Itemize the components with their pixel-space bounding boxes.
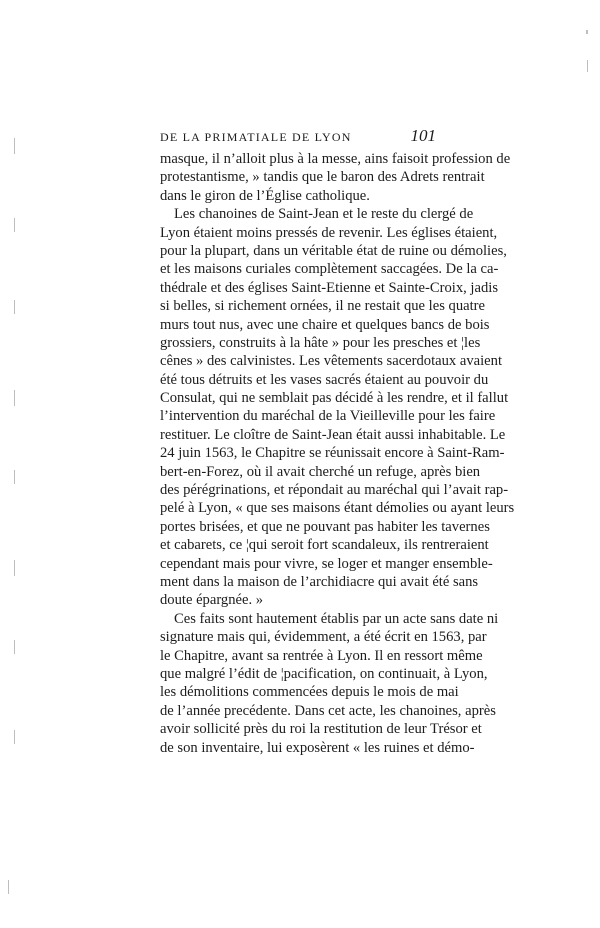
text-line: et cabarets, ce ¦qui seroit fort scandaleux, ils rentreraient <box>160 537 489 554</box>
scan-mark <box>14 138 15 154</box>
text-line: doute épargnée. » <box>160 592 264 609</box>
text-line: été tous détruits et les vases sacrés étaient au pouvoir du <box>160 371 489 388</box>
text-line: cependant mais pour vivre, se loger et manger ensemble- <box>160 555 493 572</box>
scan-mark <box>14 300 15 314</box>
scan-mark <box>14 560 15 576</box>
text-line: dans le giron de l’Église catholique. <box>160 187 370 204</box>
text-line: murs tout nus, avec une chaire et quelques bancs de bois <box>160 316 490 333</box>
text-line: thédrale et des églises Saint-Etienne et Sainte-Croix, jadis <box>160 279 498 296</box>
text-line: Ces faits sont hautement établis par un acte sans date ni <box>174 610 499 627</box>
text-line: si belles, si richement ornées, il ne restait que les quatre <box>160 298 486 315</box>
text-line: et les maisons curiales complètement saccagées. De la ca- <box>160 261 499 278</box>
text-line: ment dans la maison de l’archidiacre qui avait été sans <box>160 573 479 590</box>
scan-mark <box>587 60 588 72</box>
text-line: grossiers, construits à la hâte » pour les presches et ¦les <box>160 334 481 351</box>
scan-mark <box>14 390 15 406</box>
text-line: l’intervention du maréchal de la Vieilleville pour les faire <box>160 408 496 425</box>
text-line: des pérégrinations, et répondait au maréchal qui l’avait rap- <box>160 482 509 499</box>
text-line: 24 juin 1563, le Chapitre se réunissait encore à Saint-Ram- <box>160 445 505 462</box>
text-line: protestantisme, » tandis que le baron des Adrets rentrait <box>160 169 485 186</box>
page-number: 101 <box>410 126 436 145</box>
text-line: de l’année precédente. Dans cet acte, les chanoines, après <box>160 702 496 719</box>
text-line: cênes » des calvinistes. Les vêtements sacerdotaux avaient <box>160 353 503 370</box>
text-line: restituer. Le cloître de Saint-Jean était aussi inhabitable. Le <box>160 426 506 443</box>
text-line: Lyon étaient moins pressés de revenir. Les églises étaient, <box>160 224 498 241</box>
text-line: masque, il n’alloit plus à la messe, ains faisoit profession de <box>160 151 511 167</box>
text-line: que malgré l’édit de ¦pacification, on continuait, à Lyon, <box>160 665 488 682</box>
scan-mark <box>8 880 9 894</box>
text-line: signature mais qui, évidemment, a été écrit en 1563, par <box>160 629 487 646</box>
scan-mark <box>586 30 588 34</box>
text-line: pelé à Lyon, « que ses maisons étant démolies ou ayant leurs <box>160 500 515 517</box>
text-line: pour la plupart, dans un véritable état de ruine ou démolies, <box>160 242 507 259</box>
text-line: de son inventaire, lui exposèrent « les ruines et démo- <box>160 739 475 756</box>
text-line: Consulat, qui ne semblait pas décidé à les rendre, et il fallut <box>160 390 509 407</box>
scan-mark <box>14 640 15 654</box>
text-line: le Chapitre, avant sa rentrée à Lyon. Il en ressort même <box>160 647 483 664</box>
text-line: bert-en-Forez, où il avait cherché un refuge, après bien <box>160 463 481 480</box>
scan-mark <box>14 470 15 484</box>
scan-mark <box>14 218 15 232</box>
running-title: DE LA PRIMATIALE DE LYON <box>160 130 352 144</box>
text-line: Les chanoines de Saint-Jean et le reste du clergé de <box>174 206 474 223</box>
text-line: avoir sollicité près du roi la restitution de leur Trésor et <box>160 721 482 738</box>
text-line: les démolitions commencées depuis le mois de mai <box>160 684 459 701</box>
text-line: portes brisées, et que ne pouvant pas habiter les tavernes <box>160 518 490 535</box>
body-text <box>160 150 515 757</box>
scan-mark <box>14 730 15 744</box>
